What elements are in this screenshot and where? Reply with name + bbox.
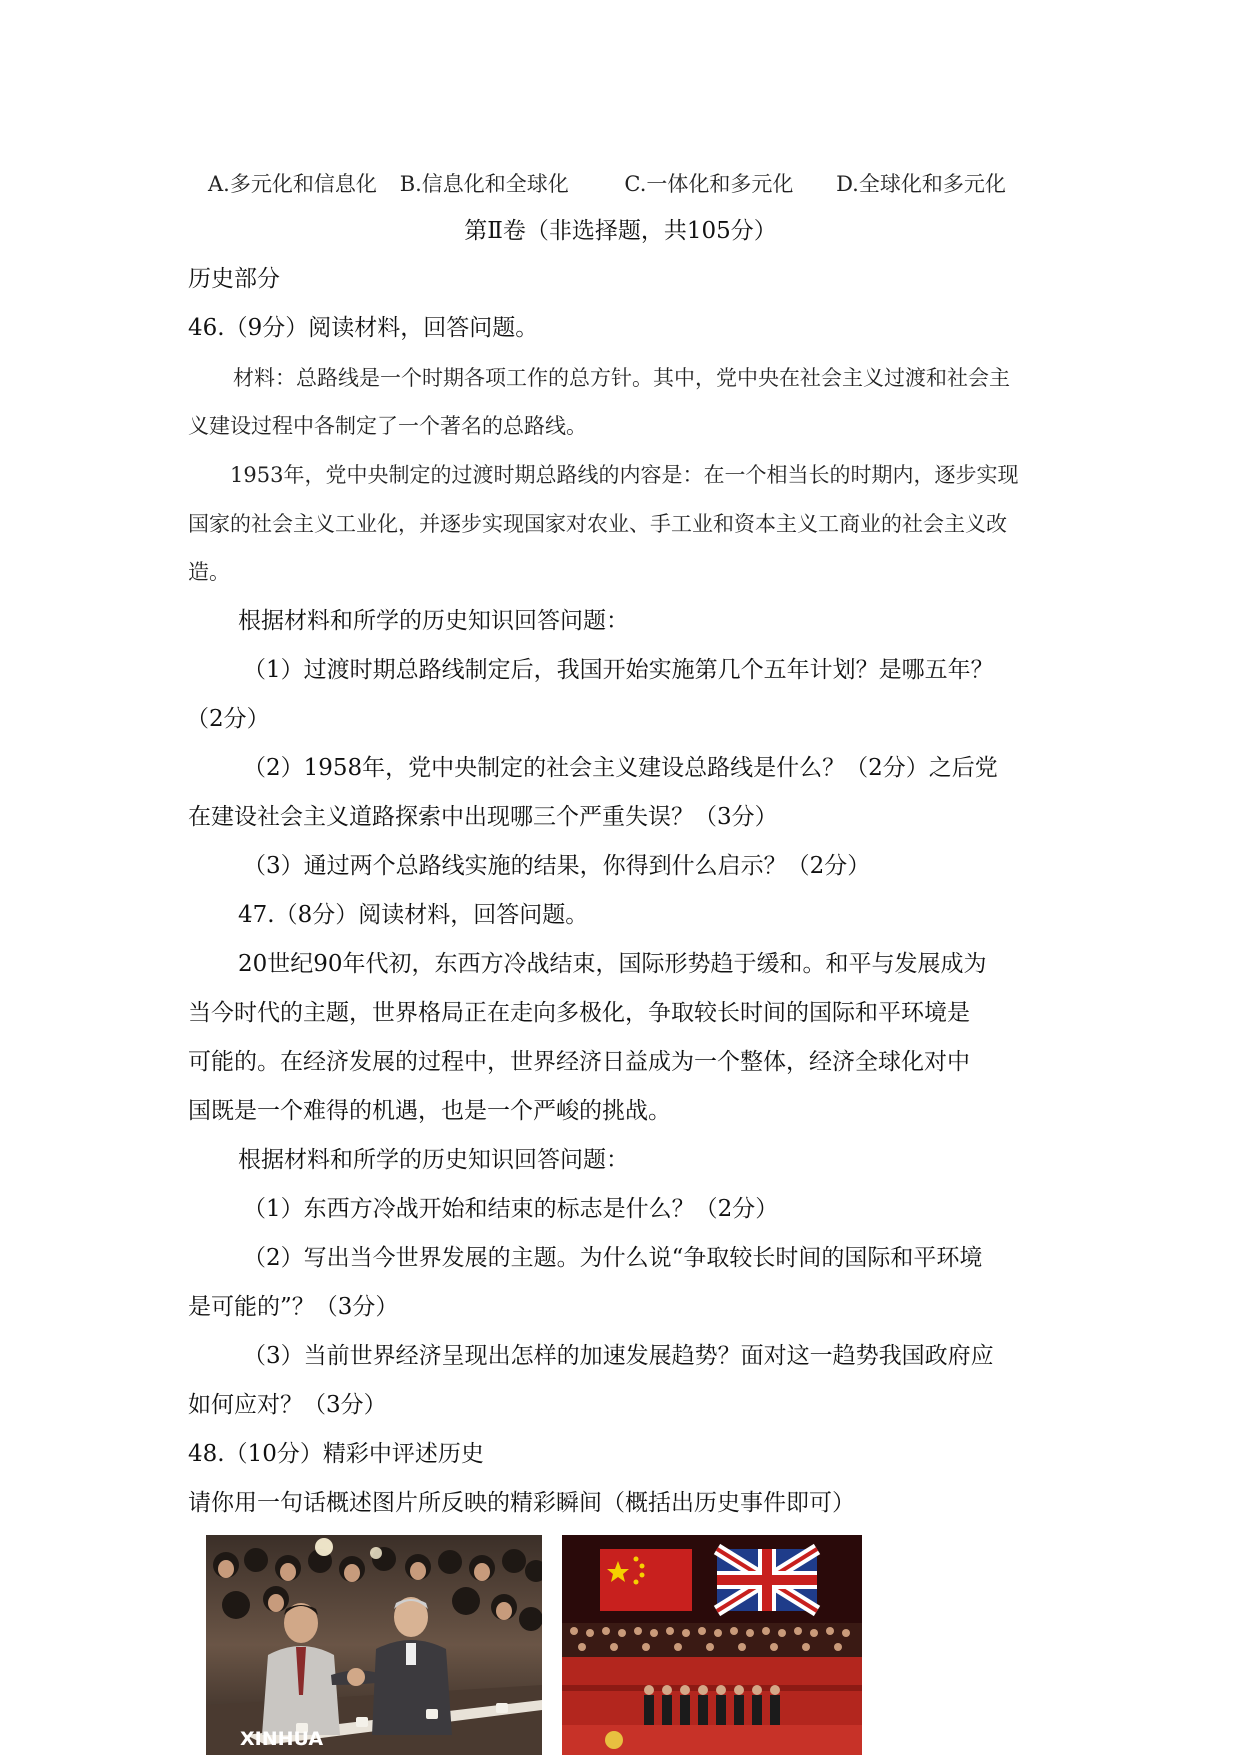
answer-options	[208, 168, 1006, 198]
option-a: A.多元化和信息化	[208, 172, 377, 196]
q47-heading: 47.（8分）阅读材料，回答问题。	[238, 902, 589, 928]
q46-subquestion-2: （2）1958年，党中央制定的社会主义建设总路线是什么？（2分）之后党	[243, 755, 998, 781]
section-title: 第Ⅱ卷（非选择题，共105分）	[464, 218, 777, 244]
q47-material-line: 可能的。在经济发展的过程中，世界经济日益成为一个整体，经济全球化对中	[188, 1049, 970, 1075]
q47-subquestion-3: （3）当前世界经济呈现出怎样的加速发展趋势？面对这一趋势我国政府应	[243, 1343, 994, 1369]
q46-material-line: 义建设过程中各制定了一个著名的总路线。	[188, 414, 587, 438]
q47-prompt: 根据材料和所学的历史知识回答问题：	[238, 1147, 629, 1173]
q48-instruction: 请你用一句话概述图片所反映的精彩瞬间（概括出历史事件即可）	[188, 1490, 855, 1516]
q46-material-line: 材料：总路线是一个时期各项工作的总方针。其中，党中央在社会主义过渡和社会主	[233, 366, 1010, 390]
q47-subquestion-3-cont: 如何应对？（3分）	[188, 1392, 387, 1418]
q48-heading: 48.（10分）精彩中评述历史	[188, 1441, 484, 1467]
q47-subquestion-1: （1）东西方冷战开始和结束的标志是什么？（2分）	[243, 1196, 779, 1222]
q47-subquestion-2-cont: 是可能的”？（3分）	[188, 1294, 399, 1320]
q46-subquestion-2-cont: 在建设社会主义道路探索中出现哪三个严重失误？（3分）	[188, 804, 778, 830]
q47-material-line: 当今时代的主题，世界格局正在走向多极化，争取较长时间的国际和平环境是	[188, 1000, 970, 1026]
q47-material-line: 国既是一个难得的机遇，也是一个严峻的挑战。	[188, 1098, 671, 1124]
option-d: D.全球化和多元化	[836, 172, 1006, 196]
xinhua-watermark: XINHUA	[240, 1728, 324, 1750]
q46-material-line: 造。	[188, 560, 230, 584]
q46-subquestion-3: （3）通过两个总路线实施的结果，你得到什么启示？（2分）	[243, 853, 871, 879]
q46-material-line: 国家的社会主义工业化，并逐步实现国家对农业、手工业和资本主义工商业的社会主义改	[188, 512, 1007, 536]
handshake-photo	[206, 1535, 542, 1755]
part-label: 历史部分	[188, 266, 280, 292]
union-flag-icon	[717, 1549, 817, 1611]
ceremony-photo	[562, 1535, 862, 1755]
q46-prompt: 根据材料和所学的历史知识回答问题：	[238, 608, 629, 634]
q46-subquestion-1: （1）过渡时期总路线制定后，我国开始实施第几个五年计划？是哪五年？	[243, 657, 994, 683]
q46-heading: 46.（9分）阅读材料，回答问题。	[188, 315, 539, 341]
q46-material-line: 1953年，党中央制定的过渡时期总路线的内容是：在一个相当长的时期内，逐步实现	[230, 463, 1019, 487]
q46-subquestion-1-score: （2分）	[186, 706, 270, 732]
option-c: C.一体化和多元化	[624, 172, 794, 196]
option-b: B.信息化和全球化	[399, 172, 569, 196]
q47-subquestion-2: （2）写出当今世界发展的主题。为什么说“争取较长时间的国际和平环境	[243, 1245, 983, 1271]
q47-material-line: 20世纪90年代初，东西方冷战结束，国际形势趋于缓和。和平与发展成为	[238, 951, 987, 977]
emblem-icon	[605, 1731, 623, 1749]
